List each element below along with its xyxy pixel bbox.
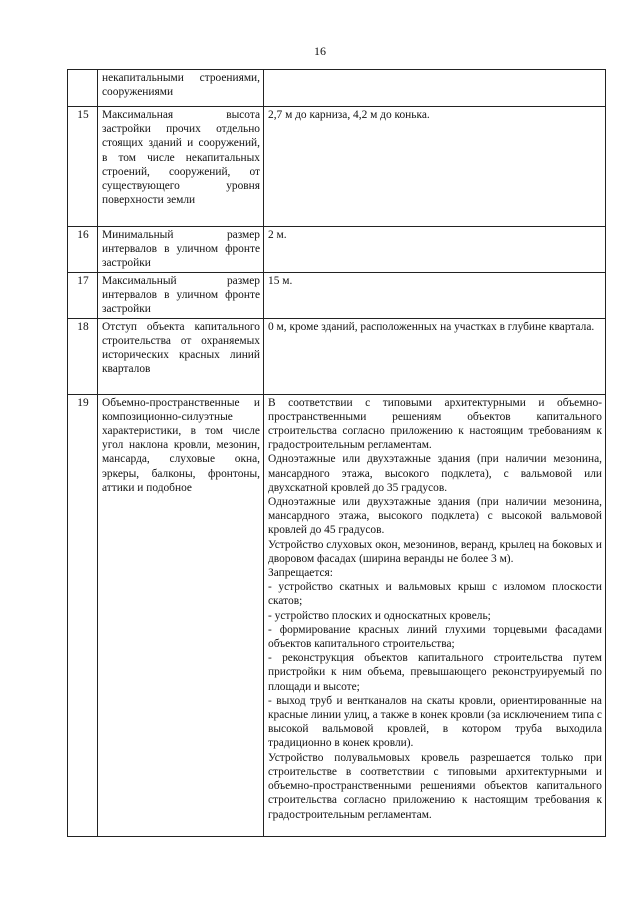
value-paragraph: - выход труб и вентканалов на скаты кровли, ориентированные на красные линии улиц, а также в конек кровли (за исключением типа с высокой вальмовой кровлей, в котором труба выходила традиционно в конек кровли).: [268, 694, 602, 750]
value-paragraph: - устройство плоских и односкатных кровель;: [268, 609, 491, 622]
value-paragraph: Одноэтажные или двухэтажные здания (при наличии мезонина, мансардного этажа, высокого подклета), с вальмовой или двухскатной кровлей до 35 градусов.: [268, 453, 602, 494]
parameter-name-cell: некапитальными строениями, сооружениями: [98, 70, 264, 107]
table-row: [68, 272, 606, 318]
value-paragraph: - устройство скатных и вальмовых крыш с изломом плоскости скатов;: [268, 581, 602, 608]
value-paragraph: - реконструкция объектов капитального строительства путем пристройки к ним объема, превышающего реконструируемый по площади и высоте;: [268, 652, 602, 693]
value-paragraph: Устройство слуховых окон, мезонинов, веранд, крылец на боковых и дворовом фасадах (ширина веранды не более 3 м).: [268, 538, 603, 565]
value-paragraph: Одноэтажные или двухэтажные здания (при наличии мезонина, мансардного этажа, высокого подклета) с высокой вальмовой кровлей до 45 градусов.: [268, 496, 602, 537]
parameter-name-cell: Минимальный размер интервалов в уличном фронте застройки: [98, 227, 264, 273]
table-row: [68, 107, 606, 227]
parameter-value-cell: 0 м, кроме зданий, расположенных на участках в глубине квартала.: [264, 318, 606, 394]
parameter-value-cell: [264, 394, 606, 836]
table-row: [68, 227, 606, 273]
row-number-cell: [68, 70, 98, 107]
row-number-cell: 17: [68, 272, 98, 318]
table-row: [68, 70, 606, 107]
regulations-table: [67, 69, 606, 837]
table-row: [68, 318, 606, 394]
row-number-cell: 15: [68, 107, 98, 227]
value-paragraph: - формирование красных линий глухими торцевыми фасадами объектов капитального строительства;: [268, 623, 602, 651]
parameter-name-cell: Объемно-пространственные и композиционно-силуэтные характеристики, в том числе угол наклона кровли, мезонин, мансарда, слуховые окна, эркеры, балконы, фронтоны, аттики и подобное: [98, 394, 264, 836]
parameter-name-cell: Максимальная высота застройки прочих отдельно стоящих зданий и сооружений, в том числе некапитальных строений, сооружений, от существующего уровня поверхности земли: [98, 107, 264, 227]
parameter-value-cell: 2,7 м до карниза, 4,2 м до конька.: [264, 107, 606, 227]
page-number: 16: [314, 44, 326, 58]
table-row: [68, 394, 606, 836]
value-paragraph: В соответствии с типовыми архитектурными и объемно-пространственными решениям объектов капитального строительства согласно приложению к настоящим требованиям к градостроительным регламентам.: [268, 396, 602, 452]
parameter-value-cell: 15 м.: [264, 272, 606, 318]
parameter-value-cell: [264, 70, 606, 107]
row-number-cell: 16: [68, 227, 98, 273]
value-paragraph: Устройство полувальмовых кровель разрешается только при строительстве в соответствии с типовыми архитектурными и объемно-пространственными решениями объектов капитального строительства согласно приложению к настоящим требования к градостроительным регламентам.: [268, 751, 602, 821]
row-number-cell: 19: [68, 394, 98, 836]
row-number-cell: 18: [68, 318, 98, 394]
value-paragraph: Запрещается:: [268, 567, 333, 580]
parameter-name-cell: Максимальный размер интервалов в уличном фронте застройки: [98, 272, 264, 318]
parameter-value-cell: 2 м.: [264, 227, 606, 273]
parameter-name-cell: Отступ объекта капитального строительства от охраняемых исторических красных линий кварталов: [98, 318, 264, 394]
